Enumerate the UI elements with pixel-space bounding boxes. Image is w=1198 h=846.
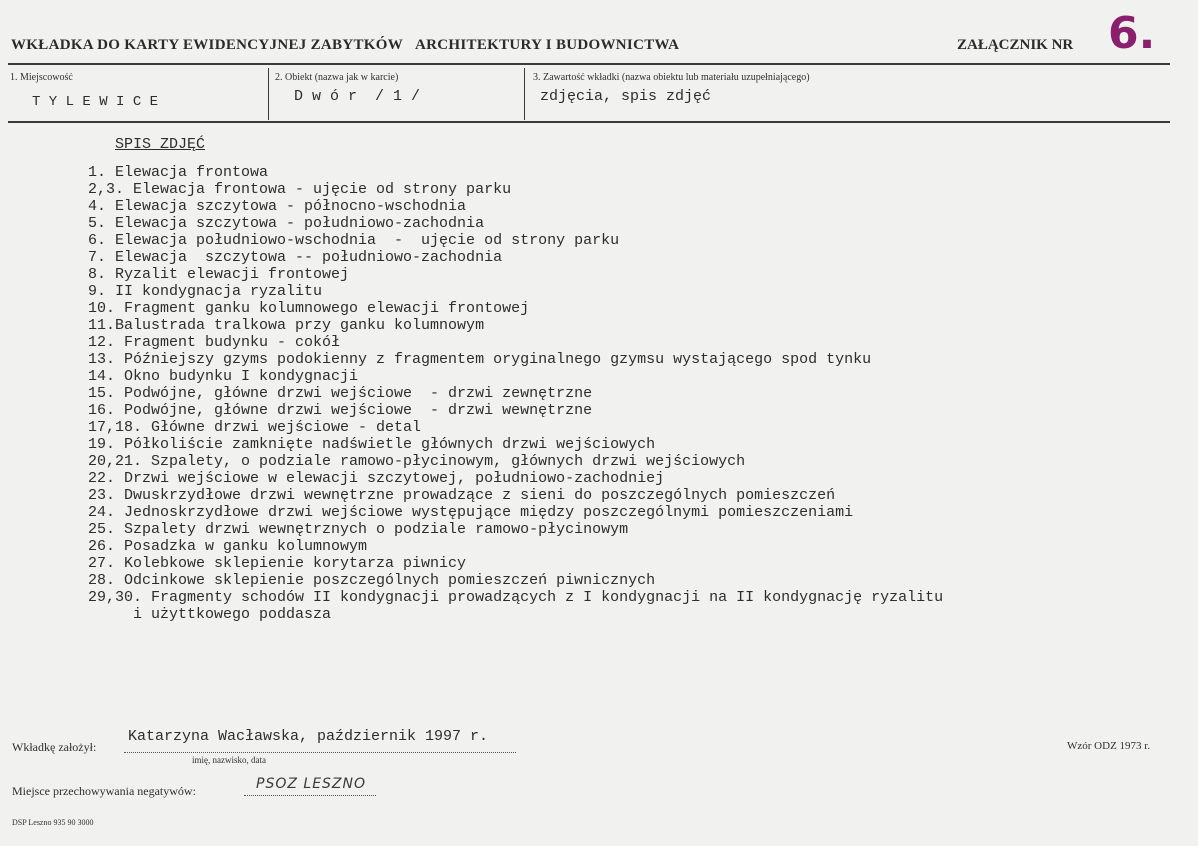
card-title <box>11 37 679 54</box>
card-title-part2: ARCHITEKTURY I BUDOWNICTWA <box>415 37 680 53</box>
object-label: 2. Obiekt (nazwa jak w karcie) <box>275 72 399 83</box>
list-item: 2,3. Elewacja frontowa - ujęcie od strony parku <box>88 181 512 198</box>
field-divider-1 <box>268 68 269 120</box>
photo-list-title: SPIS ZDJĘĆ <box>115 136 206 153</box>
photo-list <box>88 164 943 623</box>
header-rule <box>8 63 1170 65</box>
object-value: D w ó r / 1 / <box>294 88 421 105</box>
list-item: 12. Fragment budynku - cokół <box>88 334 341 351</box>
list-item: 13. Późniejszy gzyms podokienny z fragmentem oryginalnego gzymsu wystającego spod tynku <box>88 351 872 368</box>
list-item: 1. Elewacja frontowa <box>88 164 269 181</box>
list-item: 28. Odcinkowe sklepienie poszczególnych pomieszczeń piwnicznych <box>88 572 656 589</box>
list-item: 15. Podwójne, główne drzwi wejściowe - drzwi zewnętrzne <box>88 385 593 402</box>
list-item: 23. Dwuskrzydłowe drzwi wewnętrzne prowadzące z sieni do poszczególnych pomieszczeń <box>88 487 836 504</box>
content-label: 3. Zawartość wkładki (nazwa obiektu lub materiału uzupełniającego) <box>533 72 810 83</box>
list-item: 4. Elewacja szczytowa - północno-wschodnia <box>88 198 467 215</box>
list-item: 27. Kolebkowe sklepienie korytarza piwnicy <box>88 555 467 572</box>
list-item: 26. Posadzka w ganku kolumnowym <box>88 538 368 555</box>
locality-value: T Y L E W I C E <box>32 94 159 110</box>
card-title-part1: WKŁADKA DO KARTY EWIDENCYJNEJ ZABYTKÓW <box>11 37 404 53</box>
locality-label: 1. Miejscowość <box>10 72 73 83</box>
list-item: 17,18. Główne drzwi wejściowe - detal <box>88 419 422 436</box>
list-item: 25. Szpalety drzwi wewnętrznych o podziale ramowo-płycinowym <box>88 521 629 538</box>
attachment-number: 6. <box>1108 8 1156 59</box>
list-item: 24. Jednoskrzydłowe drzwi wejściowe występujące między poszczególnymi pomieszczeniami <box>88 504 854 521</box>
attachment-label: ZAŁĄCZNIK NR <box>957 37 1074 53</box>
author-hint: imię, nazwisko, data <box>192 755 266 765</box>
list-item: 22. Drzwi wejściowe w elewacji szczytowej, południowo-zachodniej <box>88 470 665 487</box>
list-item: i użyttkowego poddasza <box>88 606 332 623</box>
content-value: zdjęcia, spis zdjęć <box>540 88 712 105</box>
list-item: 8. Ryzalit elewacji frontowej <box>88 266 350 283</box>
author-line <box>124 752 516 753</box>
list-item: 19. Półkoliście zamknięte nadświetle głównych drzwi wejściowych <box>88 436 656 453</box>
list-item: 20,21. Szpalety, o podziale ramowo-płycinowym, głównych drzwi wejściowych <box>88 453 746 470</box>
list-item: 16. Podwójne, główne drzwi wejściowe - drzwi wewnętrzne <box>88 402 593 419</box>
negatives-label: Miejsce przechowywania negatywów: <box>12 784 196 798</box>
list-item: 11.Balustrada tralkowa przy ganku kolumnowym <box>88 317 485 334</box>
author-value: Katarzyna Wacławska, październik 1997 r. <box>128 728 489 745</box>
negatives-value: PSOZ LESZNO <box>256 776 367 792</box>
list-item: 29,30. Fragmenty schodów II kondygnacji prowadzących z I kondygnacji na II kondygnację ryzalitu <box>88 589 944 606</box>
author-label: Wkładkę założył: <box>12 740 97 754</box>
list-item: 5. Elewacja szczytowa - południowo-zachodnia <box>88 215 485 232</box>
fields-rule <box>8 121 1170 123</box>
list-item: 9. II kondygnacja ryzalitu <box>88 283 323 300</box>
pattern-label: Wzór ODZ 1973 r. <box>1067 740 1151 752</box>
print-info: DSP Leszno 935 90 3000 <box>12 818 94 827</box>
list-item: 14. Okno budynku I kondygnacji <box>88 368 359 385</box>
list-item: 7. Elewacja szczytowa -- południowo-zachodnia <box>88 249 503 266</box>
field-divider-2 <box>524 68 525 120</box>
list-item: 6. Elewacja południowo-wschodnia - ujęcie od strony parku <box>88 232 620 249</box>
negatives-line <box>244 795 376 796</box>
list-item: 10. Fragment ganku kolumnowego elewacji frontowej <box>88 300 530 317</box>
